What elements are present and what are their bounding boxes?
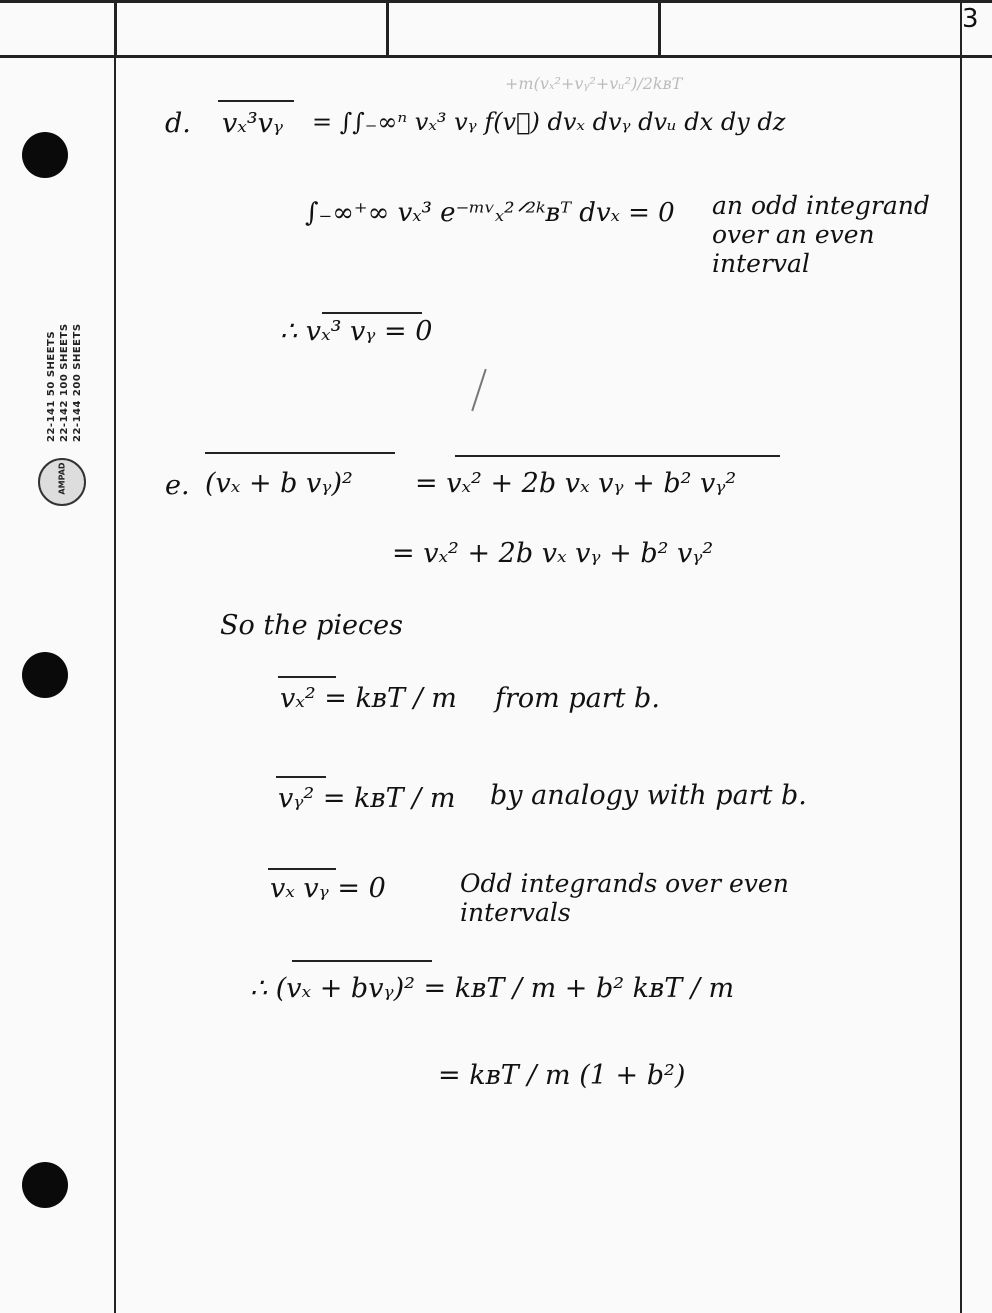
overline-piece2 [276,776,326,778]
header-bottom-rule [0,55,992,58]
part-d-label: d. [165,108,191,139]
part-d-eq1-lhs: vₓ³vᵧ [222,108,284,139]
part-e-piece2-note: by analogy with part b. [490,780,807,811]
overline-d-lhs [218,100,294,102]
binder-hole-bottom [22,1162,68,1208]
part-e-result1: ∴ (vₓ + bvᵧ)² = kʙT / m + b² kʙT / m [250,973,735,1004]
header-top-rule [0,0,992,3]
binder-hole-middle [22,652,68,698]
header-divider-2 [386,0,389,56]
right-margin-line [960,0,962,1313]
part-d-eq1-rhs: = ∫∫₋∞ⁿ vₓ³ vᵧ f(v⃗) dvₓ dvᵧ dvᵤ dx dy dz [312,108,786,136]
faint-bleedthrough-text: +m(vₓ²+vᵧ²+vᵤ²)/2kʙT [505,74,683,93]
header-divider-1 [114,0,117,56]
part-e-piece3-note: Odd integrands over even intervals [460,869,789,927]
part-e-piece3: vₓ vᵧ = 0 [270,873,386,904]
overline-piece3 [268,868,336,870]
page-number: 3 [962,4,979,34]
overline-e-rhs [455,455,780,457]
pad-product-line-2: 22-142 100 SHEETS [59,323,70,442]
part-e-eq2: = vₓ² + 2b vₓ vᵧ + b² vᵧ² [392,538,714,569]
header-divider-3 [658,0,661,56]
part-e-piece1-note: from part b. [495,683,660,714]
pad-product-line-3: 22-144 200 SHEETS [72,323,83,442]
overline-e-lhs [205,452,395,454]
ampad-logo-text: AMPAD [57,462,67,495]
part-e-result2: = kʙT / m (1 + b²) [438,1060,686,1091]
overline-d-result [322,312,422,314]
pad-product-line-1: 22-141 50 SHEETS [46,330,57,442]
left-margin-line [114,56,116,1313]
part-e-eq1-rhs: = vₓ² + 2b vₓ vᵧ + b² vᵧ² [415,468,737,499]
part-d-eq2: ∫₋∞⁺∞ vₓ³ e⁻ᵐᵛₓ²ᐟ²ᵏʙᵀ dvₓ = 0 [305,198,675,228]
part-e-piece2: vᵧ² = kʙT / m [278,783,456,814]
part-d-eq2-note: an odd integrand over an even interval [712,191,930,278]
part-e-label: e. [165,470,190,501]
part-e-eq1-lhs: (vₓ + b vᵧ)² [205,468,353,499]
stray-pen-mark [471,369,486,411]
part-d-result: ∴ vₓ³ vᵧ = 0 [280,316,433,347]
overline-e-result [292,960,432,962]
binder-hole-top [22,132,68,178]
overline-piece1 [278,676,336,678]
part-e-so-text: So the pieces [220,610,403,641]
part-e-piece1: vₓ² = kʙT / m [280,683,457,714]
ampad-logo [38,458,86,506]
